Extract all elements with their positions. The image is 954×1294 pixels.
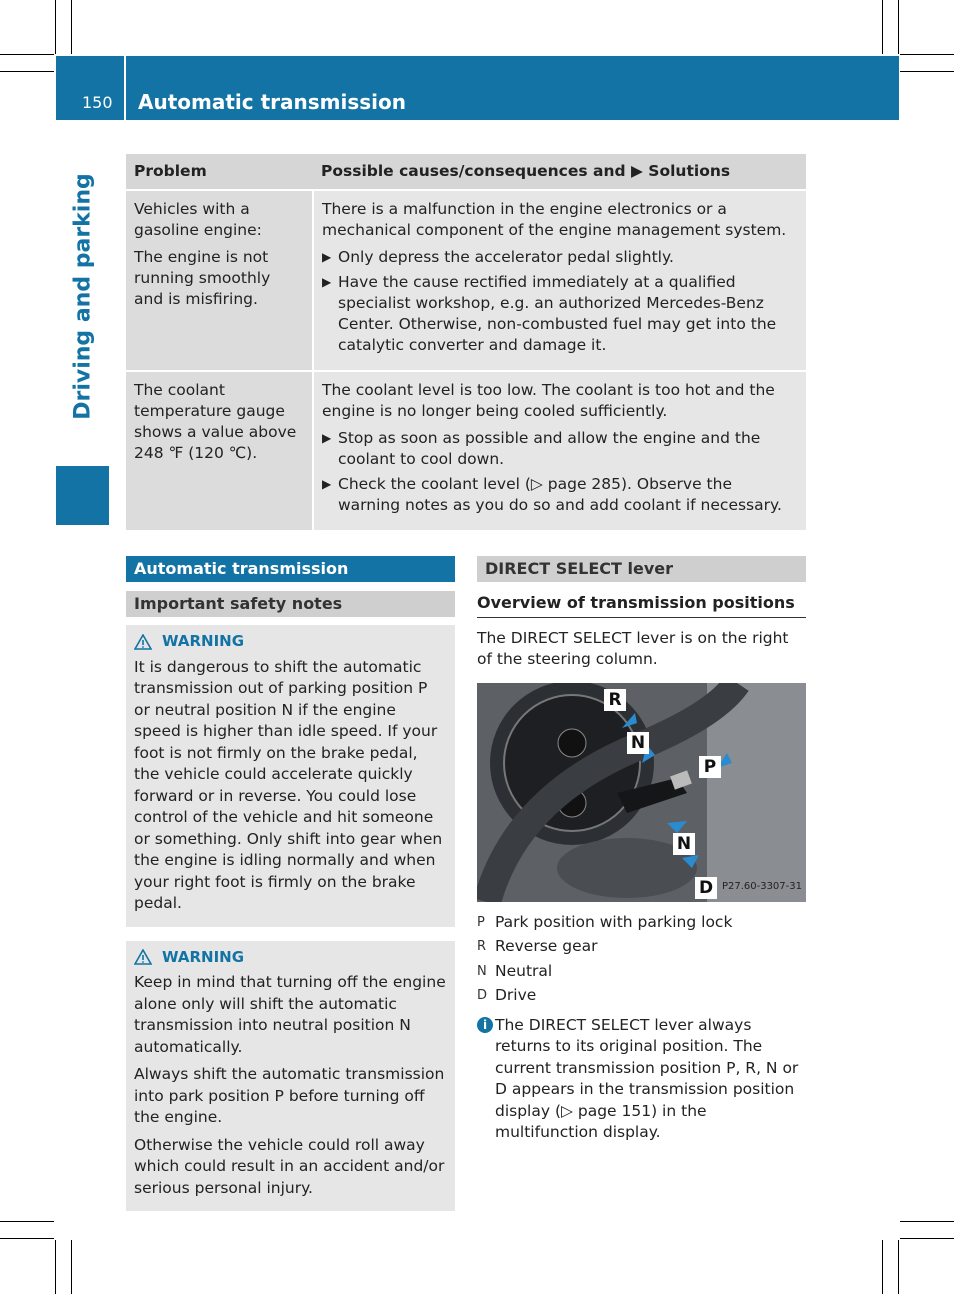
info-text: The DIRECT SELECT lever always returns to its original position. The current transmission position P, R, N or D appears in the transmission position display (▷ page 151) in the multifunction display. xyxy=(495,1015,799,1141)
legend-text: Neutral xyxy=(495,961,553,980)
table-row xyxy=(126,190,806,371)
section-heading: DIRECT SELECT lever xyxy=(477,556,806,582)
crop-mark xyxy=(900,1238,954,1239)
bullet-arrow-icon: ▶ xyxy=(322,275,332,289)
crop-mark xyxy=(71,1240,72,1294)
table-header-problem: Problem xyxy=(126,154,313,190)
crop-mark xyxy=(900,54,954,55)
crop-mark xyxy=(0,71,54,72)
problem-cell xyxy=(126,371,313,530)
crop-mark xyxy=(882,1240,883,1294)
position-label-r: R xyxy=(604,689,626,711)
page-title: Automatic transmission xyxy=(138,90,406,114)
side-tab-marker xyxy=(56,466,109,525)
solution-text: Check the coolant level (▷ page 285). Observe the warning notes as you do so and add coolant if necessary. xyxy=(338,475,782,514)
problem-text: The coolant temperature gauge shows a value above 248 ℉ (120 ℃). xyxy=(134,381,297,462)
lever-photo xyxy=(477,683,806,902)
crop-mark xyxy=(0,1221,54,1222)
problem-text: Vehicles with a gasoline engine: xyxy=(134,200,262,239)
warning-text: Keep in mind that turning off the engine alone only will shift the automatic transmission into neutral position N automatically. xyxy=(134,973,446,1056)
right-column xyxy=(477,556,806,1144)
warning-text: Always shift the automatic transmission into park position P before turning off the engine. xyxy=(134,1065,445,1126)
solution-item xyxy=(322,474,798,516)
solution-item xyxy=(322,428,798,470)
crop-mark xyxy=(900,71,954,72)
legend-item xyxy=(477,936,806,958)
solution-cell xyxy=(313,371,806,530)
sub-heading: Important safety notes xyxy=(126,591,455,617)
side-tab-label: Driving and parking xyxy=(70,173,96,420)
legend-key: R xyxy=(477,939,487,954)
info-note xyxy=(477,1015,806,1144)
bullet-arrow-icon: ▶ xyxy=(322,250,332,264)
warning-header xyxy=(134,631,447,653)
warning-text: Otherwise the vehicle could roll away which could result in an accident and/or serious personal injury. xyxy=(134,1135,445,1197)
section-heading: Automatic transmission xyxy=(126,556,455,582)
warning-label: WARNING xyxy=(162,947,245,966)
warning-text: It is dangerous to shift the automatic transmission out of parking position P or neutral position N if the engine speed is higher than idle speed. If your foot is not firmly on the brake pedal, the vehicle could accelerate quickly forward or in reverse. You could lose control of the vehicle and hit someone or something. Only shift into gear when the engine is idling normally and when your right foot is firmly on the brake pedal. xyxy=(134,657,443,912)
dashboard-image xyxy=(477,683,806,902)
legend-key: N xyxy=(477,963,487,979)
problem-text: The engine is not running smoothly and is misfiring. xyxy=(134,248,271,308)
crop-mark xyxy=(898,0,899,54)
side-tab xyxy=(56,120,109,525)
position-label-n: N xyxy=(627,732,649,754)
image-code: P27.60-3307-31 xyxy=(721,881,802,892)
solution-text: Only depress the accelerator pedal slightly. xyxy=(338,248,674,266)
crop-mark xyxy=(882,0,883,54)
legend-key: D xyxy=(477,988,488,1003)
crop-mark xyxy=(55,1240,56,1294)
warning-triangle-icon xyxy=(134,634,152,650)
legend-item xyxy=(477,912,806,934)
table-header-row xyxy=(126,154,806,190)
problem-cell xyxy=(126,190,313,371)
legend-item xyxy=(477,985,806,1007)
warning-triangle-icon xyxy=(134,949,152,965)
position-label-d: D xyxy=(695,877,717,899)
warning-header xyxy=(134,947,447,969)
solution-item xyxy=(322,272,798,356)
problem-table xyxy=(126,154,806,530)
solution-text: Have the cause rectified immediately at a qualified specialist workshop, e.g. an authorized Mercedes-Benz Center. Otherwise, non-combusted fuel may get into the catalytic converter and damage it. xyxy=(338,273,777,354)
warning-box xyxy=(126,941,455,1212)
table-row xyxy=(126,371,806,530)
sub-heading: Overview of transmission positions xyxy=(477,592,806,618)
legend-text: Park position with parking lock xyxy=(495,912,733,931)
crop-mark xyxy=(0,54,54,55)
page-number: 150 xyxy=(82,93,113,112)
crop-mark xyxy=(71,0,72,54)
legend-text: Drive xyxy=(495,986,537,1004)
warning-box xyxy=(126,625,455,927)
warning-label: WARNING xyxy=(162,632,245,650)
bullet-arrow-icon: ▶ xyxy=(322,477,332,491)
position-label-n2: N xyxy=(673,833,695,855)
left-column xyxy=(126,556,455,1211)
table-header-solutions: Possible causes/consequences and ▶ Solutions xyxy=(313,154,806,190)
solution-text: Stop as soon as possible and allow the engine and the coolant to cool down. xyxy=(338,429,761,468)
info-icon: i xyxy=(477,1017,493,1033)
crop-mark xyxy=(900,1221,954,1222)
cause-text: The coolant level is too low. The coolant is too hot and the engine is no longer being cooled sufficiently. xyxy=(322,381,775,420)
bullet-arrow-icon: ▶ xyxy=(322,431,332,445)
solution-cell xyxy=(313,190,806,371)
solution-item xyxy=(322,247,798,268)
cause-text: There is a malfunction in the engine electronics or a mechanical component of the engine management system. xyxy=(322,200,787,239)
legend-text: Reverse gear xyxy=(495,937,598,955)
intro-text: The DIRECT SELECT lever is on the right of the steering column. xyxy=(477,628,789,668)
legend-item xyxy=(477,961,806,983)
crop-mark xyxy=(55,0,56,54)
legend-key: P xyxy=(477,914,485,930)
crop-mark xyxy=(898,1240,899,1294)
position-label-p: P xyxy=(699,756,721,778)
crop-mark xyxy=(0,1238,54,1239)
header-divider xyxy=(124,56,126,120)
